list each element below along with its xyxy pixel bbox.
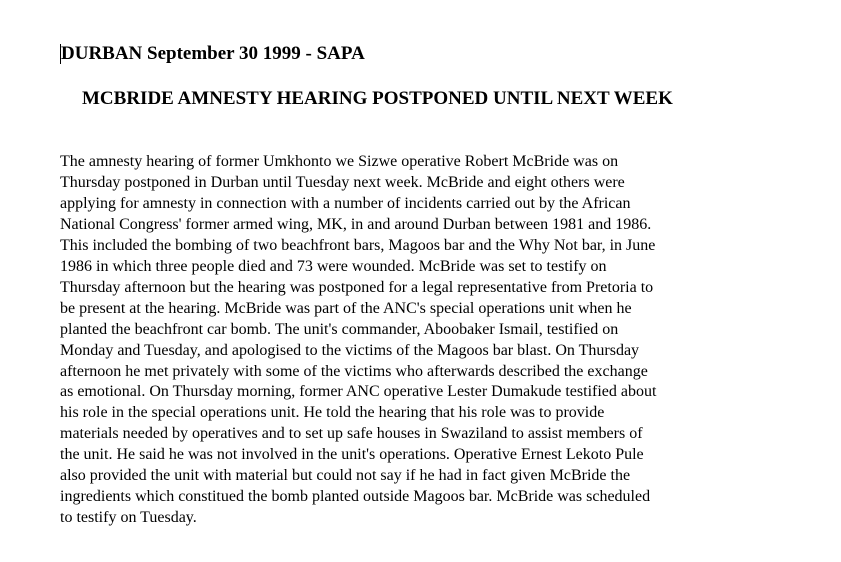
body-line: The amnesty hearing of former Umkhonto we Sizwe operative Robert McBride was on	[60, 153, 619, 170]
body-line: be present at the hearing. McBride was part of the ANC's special operations unit when he	[60, 299, 632, 317]
body-line: Thursday postponed in Durban until Tuesday next week. McBride and eight others were	[60, 173, 625, 191]
body-line: also provided the unit with material but could not say if he had in fact given McBride the	[60, 467, 631, 485]
body-line: the unit. He said he was not involved in the unit's operations. Operative Ernest Lekoto Pule	[60, 446, 644, 464]
body-line: National Congress' former armed wing, MK, in and around Durban between 1981 and 1986.	[60, 215, 652, 233]
article-body	[60, 152, 760, 529]
body-line: This included the bombing of two beachfront bars, Magoos bar and the Why Not bar, in June	[60, 236, 656, 254]
body-line: to testify on Tuesday.	[60, 509, 197, 527]
body-line: his role in the special operations unit. He told the hearing that his role was to provide	[60, 404, 605, 422]
body-line: ingredients which constitued the bomb planted outside Magoos bar. McBride was scheduled	[60, 488, 651, 506]
body-line: as emotional. On Thursday morning, former ANC operative Lester Dumakude testified about	[60, 383, 657, 401]
body-line: Thursday afternoon but the hearing was postponed for a legal representative from Pretoria to	[60, 278, 654, 296]
body-line: planted the beachfront car bomb. The unit's commander, Aboobaker Ismail, testified on	[60, 320, 619, 338]
body-line: materials needed by operatives and to set up safe houses in Swaziland to assist members of	[60, 425, 643, 443]
body-line: applying for amnesty in connection with a number of incidents carried out by the African	[60, 194, 631, 212]
body-line: Monday and Tuesday, and apologised to the victims of the Magoos bar blast. On Thursday	[60, 341, 640, 359]
headline: MCBRIDE AMNESTY HEARING POSTPONED UNTIL NEXT WEEK	[82, 88, 673, 109]
body-line: afternoon he met privately with some of the victims who afterwards described the exchange	[60, 362, 648, 380]
body-line: 1986 in which three people died and 73 were wounded. McBride was set to testify on	[60, 257, 607, 275]
dateline: DURBAN September 30 1999 - SAPA	[61, 43, 365, 64]
